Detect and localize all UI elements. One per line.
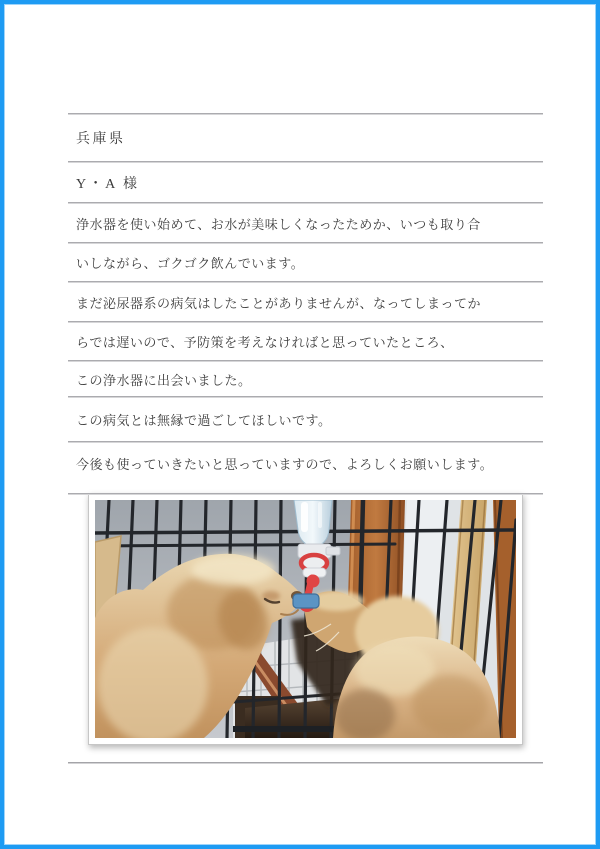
photo-row — [68, 493, 543, 764]
letter-line: いしながら、ゴクゴク飲んでいます。 — [68, 242, 543, 281]
letter-line: まだ泌尿器系の病気はしたことがありませんが、なってしまってか — [68, 281, 543, 321]
letter-line-prefecture: 兵庫県 — [68, 113, 543, 161]
letter-line: この病気とは無縁で過ごしてほしいです。 — [68, 396, 543, 441]
letter-line: 今後も使っていきたいと思っていますので、よろしくお願いします。 — [68, 441, 543, 483]
letter-body — [68, 113, 543, 764]
letter-line-customer-name: Y・A 様 — [68, 161, 543, 202]
drinking-nozzle — [293, 594, 319, 608]
letter-line: 浄水器を使い始めて、お水が美味しくなったためか、いつも取り合 — [68, 202, 543, 242]
letter-line: らでは遅いので、予防策を考えなければと思っていたところ、 — [68, 321, 543, 360]
dogs-drinking-photo — [95, 500, 516, 738]
letter-line: この浄水器に出会いました。 — [68, 360, 543, 396]
photo-frame — [88, 493, 523, 745]
